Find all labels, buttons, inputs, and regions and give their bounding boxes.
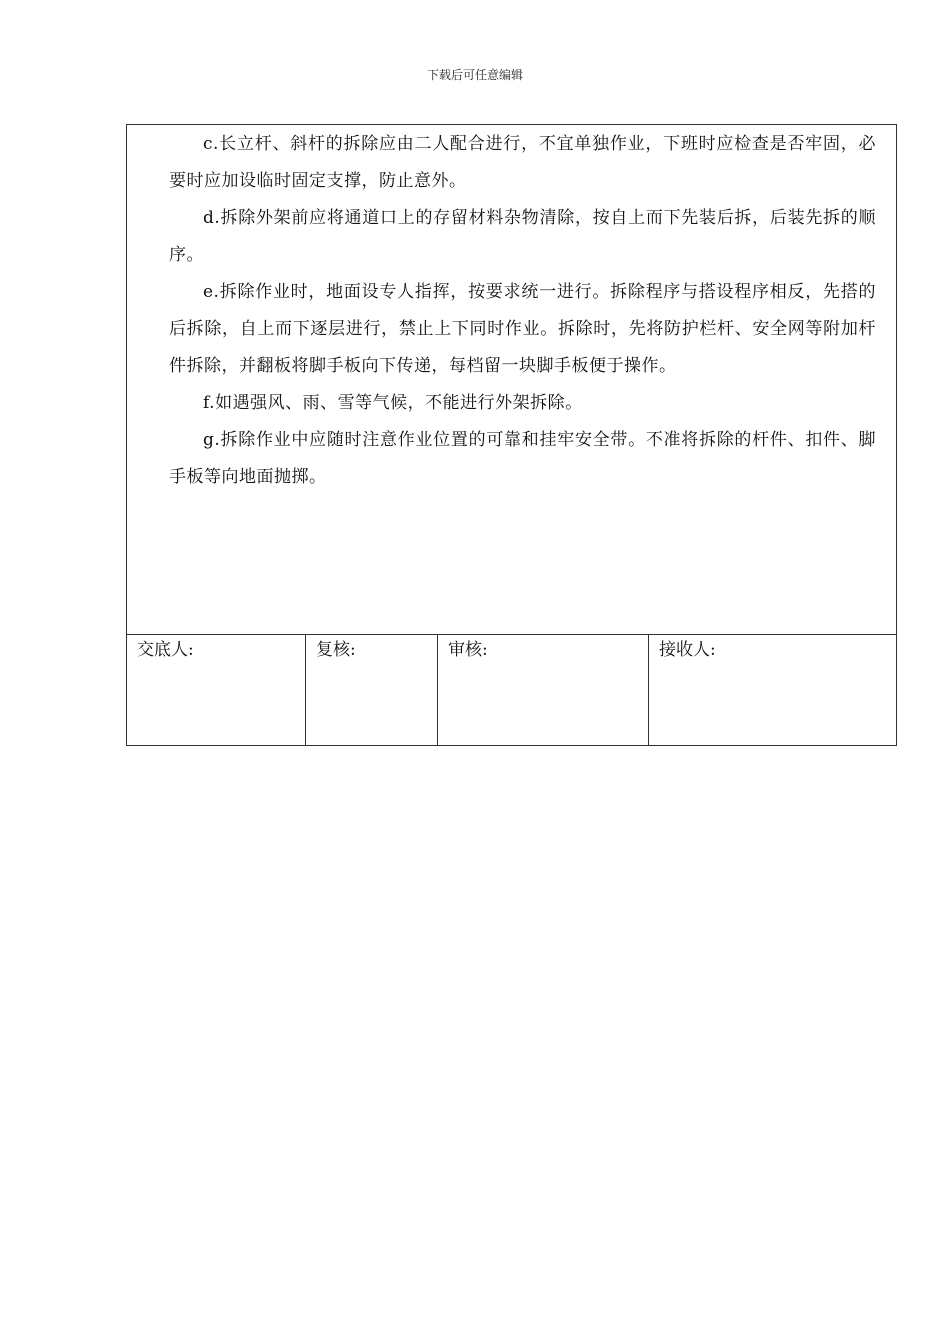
presenter-cell [127,635,306,745]
paragraph-d: d.拆除外架前应将通道口上的存留材料杂物清除，按自上而下先装后拆，后装先拆的顺序。 [169,208,876,265]
paragraph-c: c.长立杆、斜杆的拆除应由二人配合进行，不宜单独作业，下班时应检查是否牢固，必要时应加设临时固定支撑，防止意外。 [169,134,876,191]
paragraph-g: g.拆除作业中应随时注意作业位置的可靠和挂牢安全带。不准将拆除的杆件、扣件、脚手板等向地面抛掷。 [169,430,876,487]
content-cell [127,125,896,635]
signature-row [127,635,896,745]
approver-cell [438,635,649,745]
presenter-label: 交底人: [137,640,194,660]
receiver-cell [649,635,896,745]
approver-label: 审核: [448,640,488,660]
reviewer-cell [306,635,438,745]
receiver-label: 接收人: [659,640,716,660]
paragraph-f: f.如遇强风、雨、雪等气候，不能进行外架拆除。 [203,393,583,413]
paragraph-e: e.拆除作业时，地面设专人指挥，按要求统一进行。拆除程序与搭设程序相反，先搭的后拆除，自上而下逐层进行，禁止上下同时作业。拆除时，先将防护栏杆、安全网等附加杆件拆除，并翻板将脚手板向下传递，每档留一块脚手板便于操作。 [169,282,876,376]
disclosure-table [126,124,897,746]
header-note: 下载后可任意编辑 [426,68,523,82]
reviewer-label: 复核: [316,640,356,660]
